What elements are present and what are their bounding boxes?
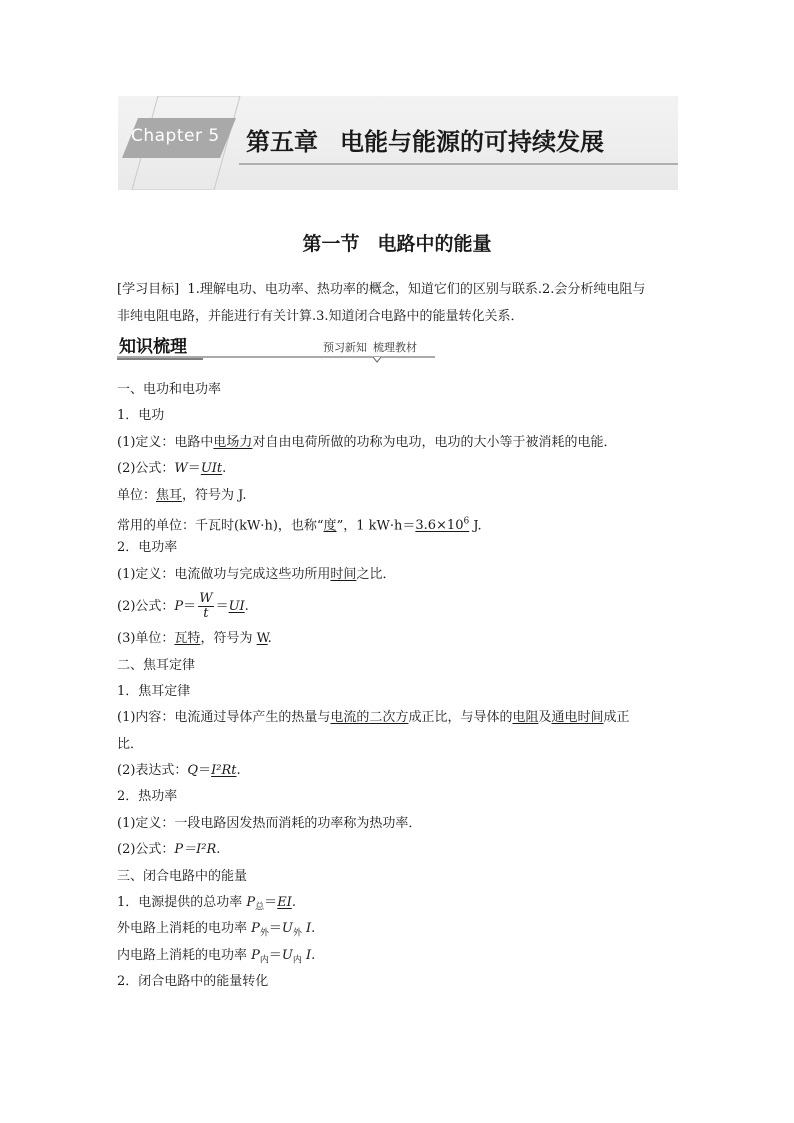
- section-number: 第一节: [302, 233, 360, 255]
- var-u: U: [281, 921, 293, 937]
- total-power-line: [117, 890, 682, 916]
- blank-answer: 瓦特: [174, 631, 201, 647]
- equals: ＝: [183, 599, 197, 615]
- objectives-label: [学习目标]: [117, 282, 180, 297]
- equals: ＝: [268, 921, 282, 937]
- text: (2)表达式：: [117, 763, 188, 779]
- section-title: [0, 229, 794, 256]
- text: (2)公式：: [117, 842, 175, 858]
- common-unit: [117, 509, 682, 535]
- text: (3)单位：: [117, 631, 175, 647]
- text: (2)公式：: [117, 461, 175, 477]
- heading-joule-law: 二、焦耳定律: [117, 657, 196, 673]
- text: .: [267, 631, 272, 647]
- numerator: W: [199, 591, 213, 607]
- text: (1)定义：电路中: [117, 434, 214, 450]
- text: 外电路上消耗的电功率: [117, 921, 252, 937]
- electric-power-formula: [117, 588, 682, 626]
- text: .: [291, 895, 296, 911]
- text: 内电路上消耗的电功率: [117, 947, 252, 963]
- text: ，符号为 J.: [182, 487, 247, 503]
- var-p: P: [251, 921, 260, 937]
- knowledge-sub-1: 预习新知: [323, 341, 367, 354]
- electric-work-unit: [117, 483, 682, 509]
- chapter-title: [246, 122, 604, 157]
- text: 成正: [603, 710, 630, 726]
- subheading-energy-conversion: 2．闭合电路中的能量转化: [117, 974, 269, 990]
- subscript: 外: [292, 929, 302, 940]
- var-p: P: [246, 895, 256, 911]
- chapter-number: 第五章: [246, 128, 318, 156]
- var-w: W: [174, 461, 188, 477]
- exponent: 6: [463, 516, 470, 527]
- thermal-power-definition: (1)定义：一段电路因发热而消耗的功率称为热功率．: [117, 815, 422, 831]
- text: (2)公式：: [117, 599, 175, 615]
- blank-answer: 电流的二次方: [330, 710, 409, 726]
- joule-law-content-wrap: 比．: [117, 736, 144, 752]
- subscript: 总: [255, 902, 265, 913]
- external-power-line: [117, 916, 682, 942]
- blank-answer: [415, 518, 469, 533]
- subscript: 内: [292, 955, 302, 966]
- equals: ＝: [198, 763, 212, 779]
- objectives-line-2: 非纯电阻电路，并能进行有关计算.3.知道闭合电路中的能量转化关系．: [117, 309, 524, 324]
- blank-answer: W: [256, 631, 268, 647]
- var-u: U: [281, 947, 293, 963]
- blank-answer: UI: [228, 599, 245, 615]
- subscript: 外: [259, 929, 269, 940]
- denominator: t: [203, 606, 209, 622]
- heading-closed-circuit-energy: 三、闭合电路中的能量: [117, 868, 248, 884]
- subheading-electric-power: 2．电功率: [117, 540, 178, 556]
- objectives-text-1: 1.理解电功、电功率、热功率的概念，知道它们的区别与联系.2.会分析纯电阻与: [187, 282, 646, 297]
- equals: ＝: [268, 947, 282, 963]
- blank-answer: 度: [323, 518, 337, 534]
- blank-answer: 电场力: [213, 434, 253, 450]
- subheading-joule-law: 1．焦耳定律: [117, 683, 191, 699]
- equals: ＝: [215, 599, 229, 615]
- subheading-thermal-power: 2．热功率: [117, 789, 178, 805]
- text: (1)内容：电流通过导体产生的热量与: [117, 710, 331, 726]
- text: ”，1 kW·h＝: [336, 518, 416, 534]
- text: J.: [469, 518, 482, 534]
- text: 及: [538, 710, 552, 726]
- var-p: P: [174, 599, 184, 615]
- equals: ＝: [264, 895, 278, 911]
- text: 1．电源提供的总功率: [117, 895, 247, 911]
- joule-law-content: [117, 705, 682, 731]
- blank-answer: I²Rt: [211, 763, 237, 779]
- text: .: [236, 763, 241, 779]
- var-p: P: [251, 947, 260, 963]
- var-q: Q: [187, 763, 199, 779]
- text: 单位：: [117, 487, 157, 503]
- joule-law-formula: [117, 758, 682, 784]
- blank-answer: UIt: [200, 461, 223, 477]
- blank-answer: 时间: [330, 566, 357, 582]
- text: 对自由电荷所做的功称为电功，电功的大小等于被消耗的电能．: [252, 434, 617, 450]
- text: (1)定义：电流做功与完成这些功所用: [117, 566, 331, 582]
- heading-electric-work-power: 一、电功和电功率: [117, 382, 222, 397]
- learning-objectives: [117, 276, 682, 330]
- objectives-line-1: [117, 276, 682, 303]
- electric-work-definition: [117, 430, 682, 456]
- internal-power-line: [117, 943, 682, 969]
- knowledge-title: 知识梳理: [119, 337, 187, 357]
- var-i: I.: [301, 947, 316, 963]
- subscript: 内: [259, 955, 269, 966]
- text: .: [244, 599, 249, 615]
- equals: ＝: [187, 461, 201, 477]
- knowledge-content: [117, 377, 682, 996]
- value: 3.6×10: [415, 518, 464, 534]
- text: 成正比，与导体的: [408, 710, 513, 726]
- section-name: 电路中的能量: [377, 233, 492, 255]
- blank-answer: 通电时间: [551, 710, 604, 726]
- knowledge-sub-2: 梳理教材: [373, 341, 417, 354]
- chapter-tag: Chapter 5: [131, 126, 220, 146]
- text: .: [222, 461, 227, 477]
- var-i: I.: [301, 921, 316, 937]
- blank-answer: EI: [277, 895, 292, 911]
- formula: P＝I²R.: [174, 842, 221, 858]
- subheading-electric-work: 1．电功: [117, 408, 165, 424]
- electric-power-definition: [117, 562, 682, 588]
- text: ，符号为: [200, 631, 257, 647]
- blank-answer: 焦耳: [156, 487, 183, 503]
- knowledge-subtitle: [323, 339, 417, 355]
- knowledge-summary-header: [117, 332, 437, 364]
- electric-work-formula: [117, 456, 682, 482]
- fraction-w-over-t: [198, 592, 213, 621]
- text: 之比．: [356, 566, 396, 582]
- electric-power-unit: [117, 626, 682, 652]
- blank-answer: 电阻: [512, 710, 539, 726]
- text: 常用的单位：千瓦时(kW·h)，也称“: [117, 518, 324, 534]
- chapter-name: 电能与能源的可持续发展: [340, 128, 604, 156]
- thermal-power-formula: [117, 837, 682, 863]
